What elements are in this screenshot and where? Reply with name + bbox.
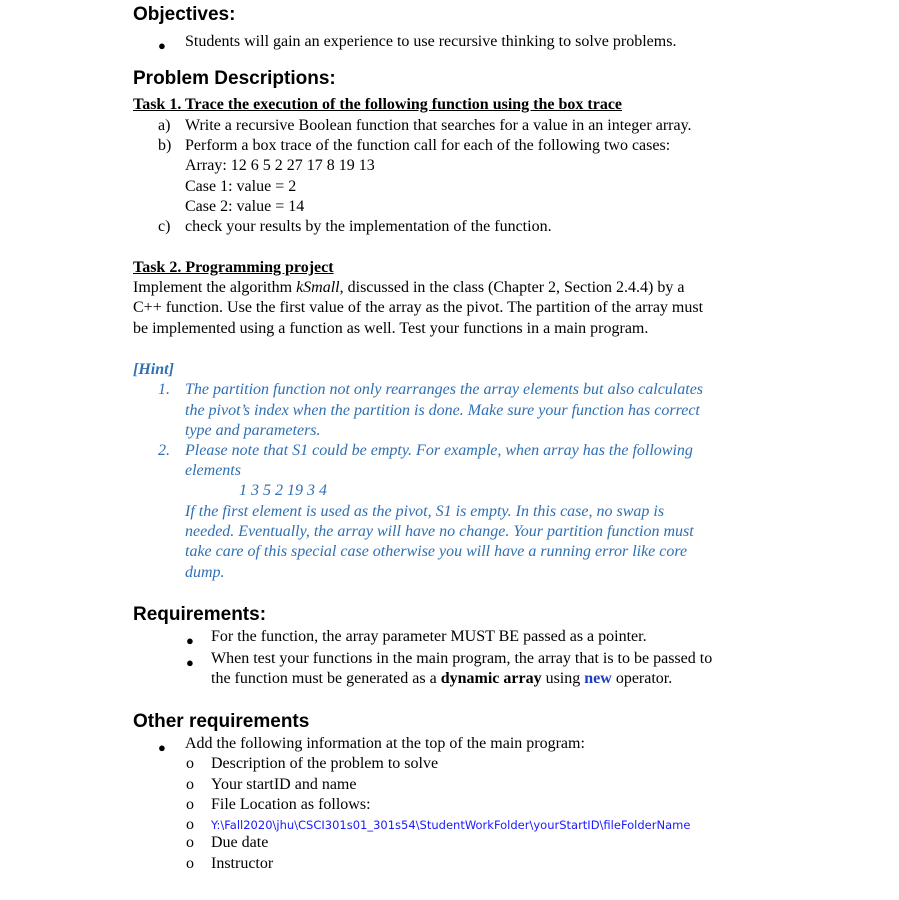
- task1-a-marker: a): [158, 117, 171, 134]
- circle-bullet-icon: o: [186, 855, 194, 872]
- hint-line: The partition function not only rearranges the array elements but also calculates: [185, 381, 704, 398]
- file-location-path: Y:\Fall2020\jhu\CSCI301s01_301s54\StudentWorkFolder\yourStartID\fileFolderName: [211, 818, 691, 832]
- task1-b-marker: b): [158, 137, 172, 154]
- task2-line1: [133, 279, 684, 297]
- circle-bullet-icon: o: [186, 755, 194, 772]
- task2-line1-pre: Implement the algorithm: [133, 279, 297, 296]
- requirement-item-continued: [211, 670, 672, 688]
- task1-c-text: check your results by the implementation of the function.: [185, 218, 552, 235]
- requirement-item: For the function, the array parameter MUST BE passed as a pointer.: [211, 628, 647, 645]
- hint-line: needed. Eventually, the array will have no change. Your partition function must: [185, 523, 694, 540]
- circle-bullet-icon: o: [186, 776, 194, 793]
- task1-case2: Case 2: value = 14: [185, 198, 305, 215]
- other-item: Instructor: [211, 855, 274, 872]
- other-requirements-heading: Other requirements: [133, 711, 310, 732]
- objective-item: Students will gain an experience to use recursive thinking to solve problems.: [185, 33, 677, 50]
- hint-label: [Hint]: [133, 361, 174, 378]
- other-item: Your startID and name: [211, 776, 357, 793]
- task2-line1-post: , discussed in the class (Chapter 2, Section 2.4.4) by a: [339, 279, 685, 296]
- hint-line: Please note that S1 could be empty. For example, when array has the following: [185, 442, 693, 459]
- task1-array: Array: 12 6 5 2 27 17 8 19 13: [185, 157, 375, 174]
- other-intro: Add the following information at the top of the main program:: [185, 735, 585, 752]
- task2-line3: be implemented using a function as well. Test your functions in a main program.: [133, 320, 649, 337]
- other-item: Description of the problem to solve: [211, 755, 439, 772]
- task1-b-text: Perform a box trace of the function call for each of the following two cases:: [185, 137, 671, 154]
- task1-a-text: Write a recursive Boolean function that searches for a value in an integer array.: [185, 117, 692, 134]
- other-item: Due date: [211, 834, 269, 851]
- req-text: operator.: [611, 670, 673, 687]
- hint-example-array: 1 3 5 2 19 3 4: [239, 482, 327, 499]
- hint-line: elements: [185, 462, 241, 479]
- task2-line2: C++ function. Use the first value of the array as the pivot. The partition of the array must: [133, 299, 704, 316]
- circle-bullet-icon: o: [186, 796, 194, 813]
- problem-heading: Problem Descriptions:: [133, 68, 336, 89]
- ksmall-term: kSmall: [296, 279, 340, 296]
- dynamic-array-term: dynamic array: [440, 670, 542, 687]
- requirement-item: When test your functions in the main program, the array that is to be passed to: [211, 650, 713, 667]
- requirements-heading: Requirements:: [133, 604, 267, 625]
- bullet-icon: ●: [158, 38, 166, 53]
- bullet-icon: ●: [158, 740, 166, 755]
- hint-line: take care of this special case otherwise you will have a running error like core: [185, 543, 688, 560]
- circle-bullet-icon: o: [186, 834, 194, 851]
- hint-line: type and parameters.: [185, 422, 321, 439]
- hint-number-1: 1.: [158, 381, 170, 398]
- bullet-icon: ●: [186, 655, 194, 670]
- bullet-icon: ●: [186, 633, 194, 648]
- task1-title: Task 1. Trace the execution of the following function using the box trace: [133, 96, 623, 113]
- hint-line: the pivot’s index when the partition is done. Make sure your function has correct: [185, 402, 700, 419]
- circle-bullet-icon: o: [186, 816, 194, 833]
- other-item: File Location as follows:: [211, 796, 371, 813]
- task1-c-marker: c): [158, 218, 171, 235]
- hint-number-2: 2.: [158, 442, 170, 459]
- new-keyword: new: [584, 670, 612, 687]
- task1-case1: Case 1: value = 2: [185, 178, 297, 195]
- req-text: the function must be generated as a: [211, 670, 441, 687]
- hint-line: dump.: [185, 564, 225, 581]
- req-text: using: [541, 670, 585, 687]
- objectives-heading: Objectives:: [133, 4, 236, 25]
- task2-title: Task 2. Programming project: [133, 259, 334, 276]
- hint-line: If the first element is used as the pivot, S1 is empty. In this case, no swap is: [185, 503, 665, 520]
